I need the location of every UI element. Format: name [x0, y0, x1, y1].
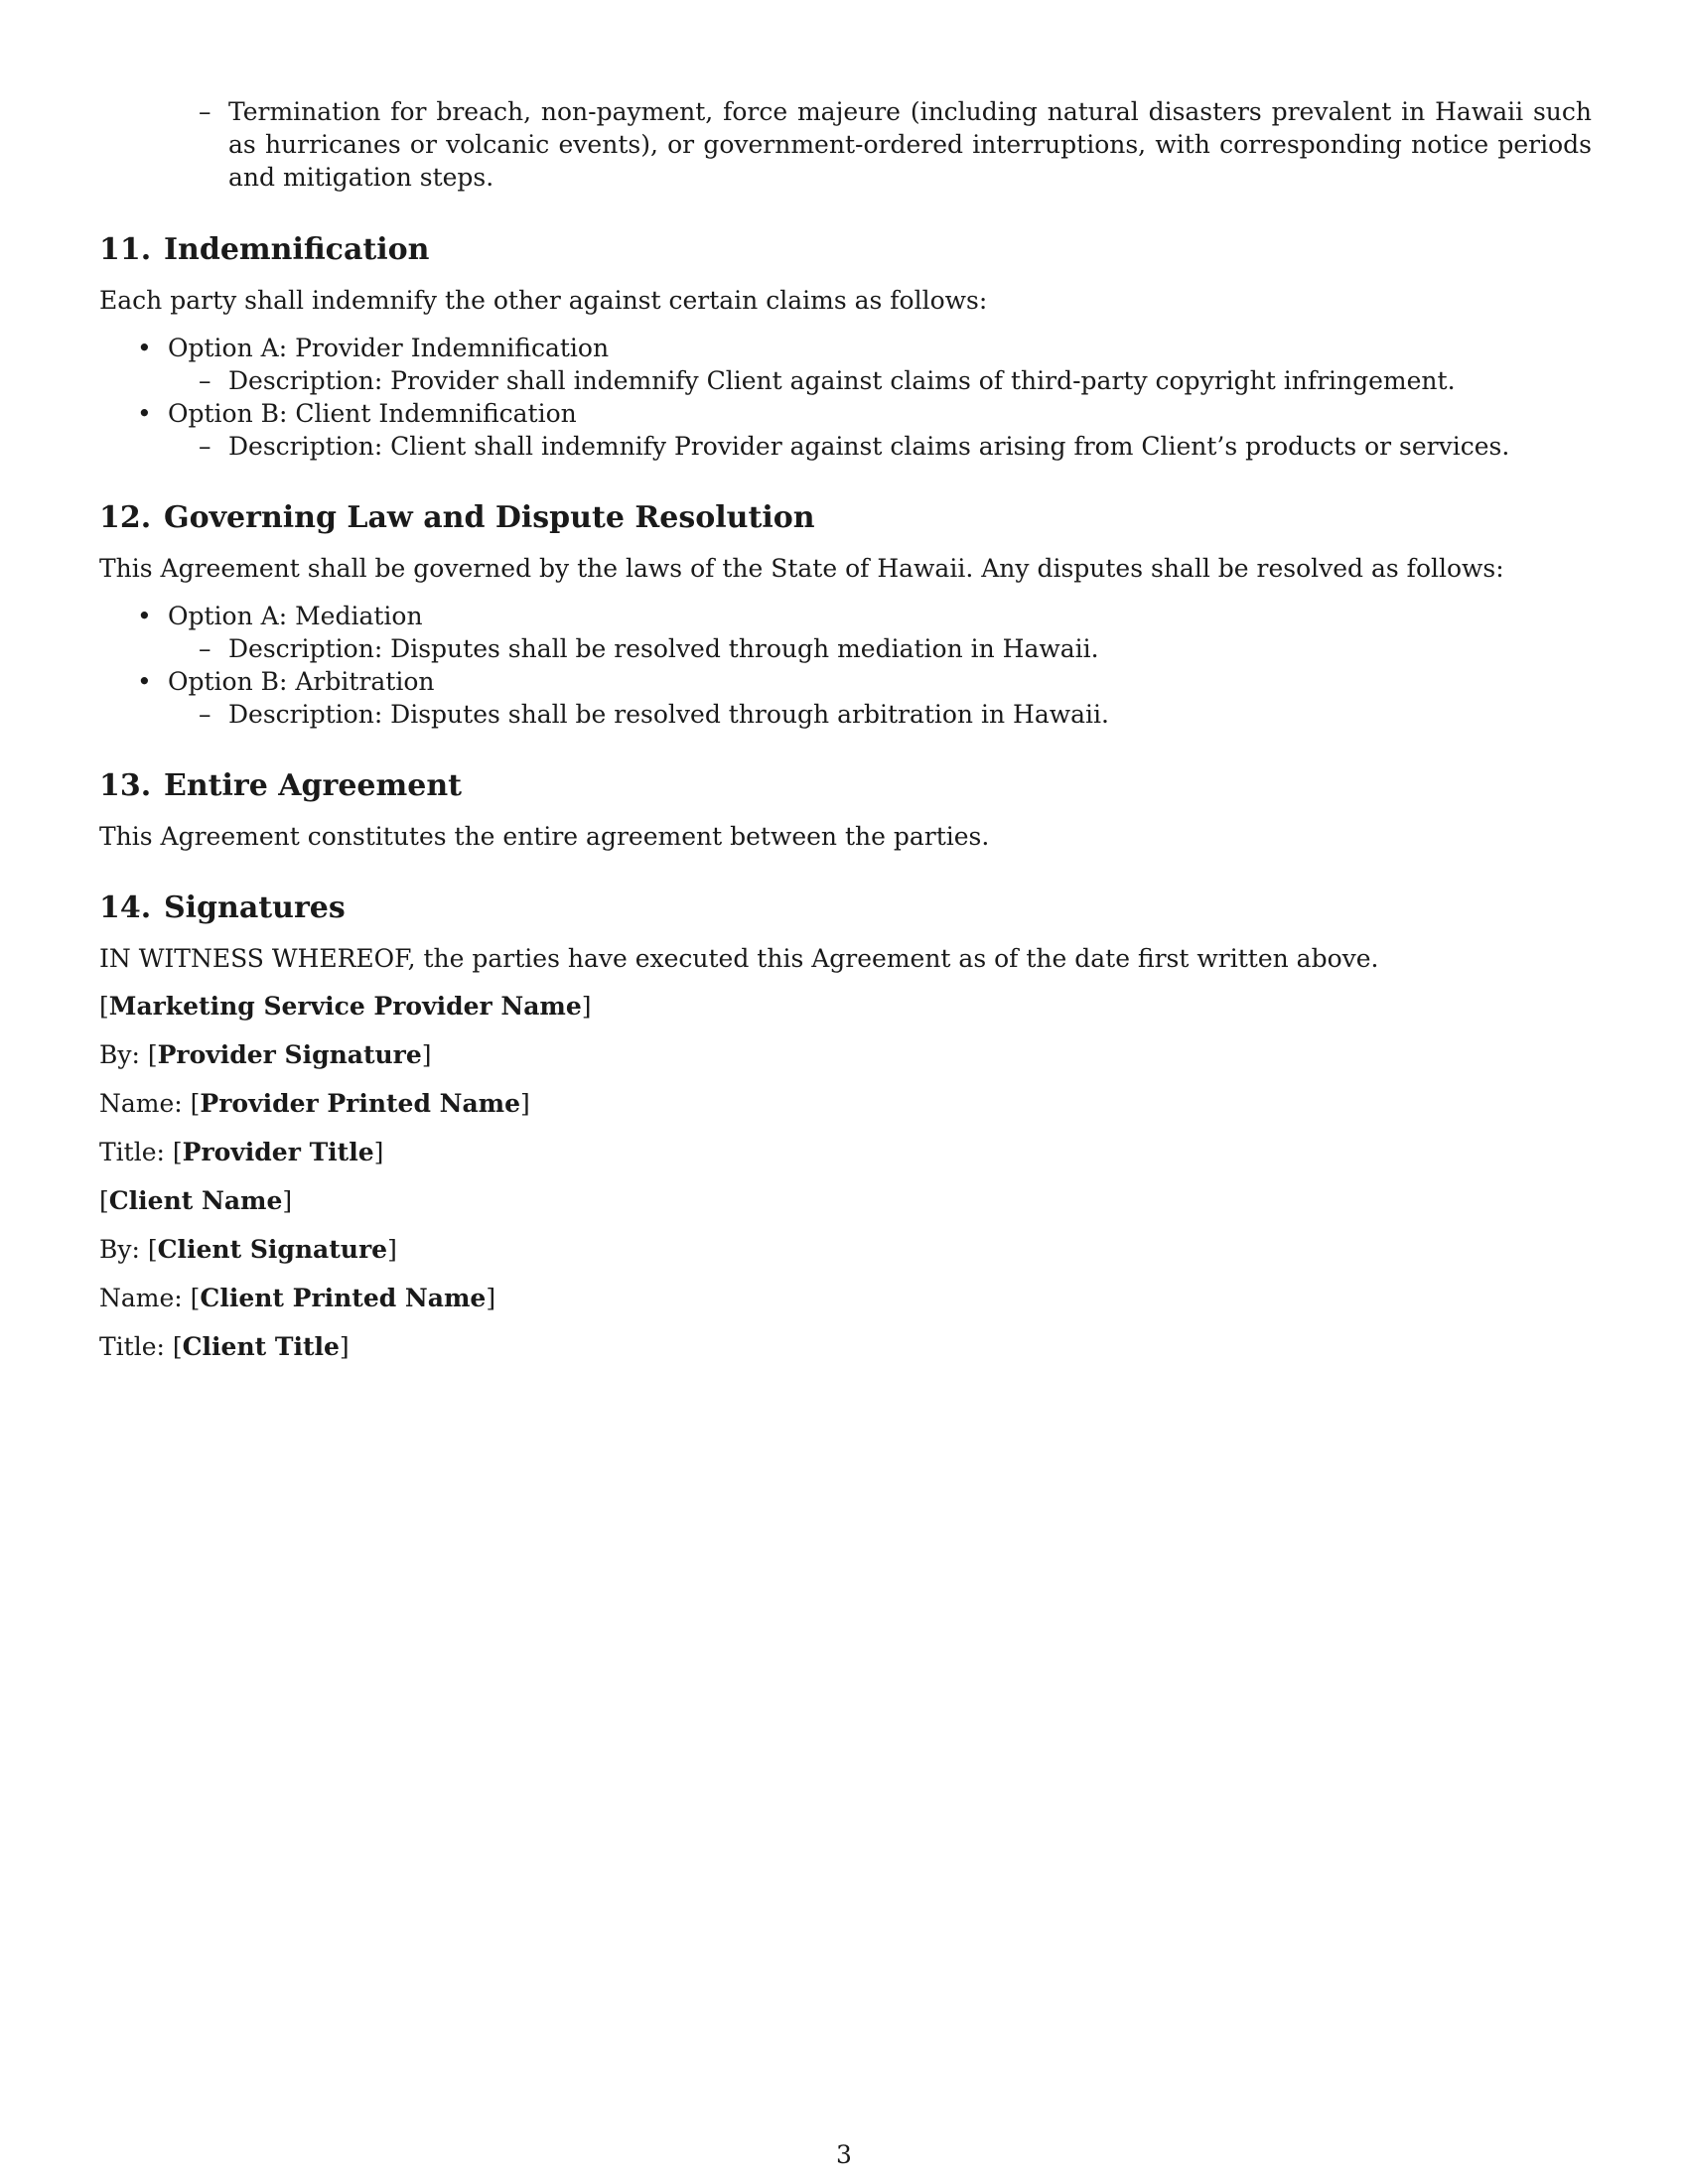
sub-list	[168, 698, 1599, 731]
termination-list-item	[99, 95, 1599, 194]
witness-statement: IN WITNESS WHEREOF, the parties have executed this Agreement as of the date first written above.	[99, 944, 1379, 973]
list-item	[99, 397, 1599, 463]
bullet-marker: •	[137, 667, 152, 696]
provider-company-name: [Marketing Service Provider Name]	[99, 992, 592, 1021]
bullet-marker: •	[137, 399, 152, 428]
option-label: Option B: Arbitration	[168, 667, 435, 696]
dash-marker: –	[199, 432, 211, 461]
section-number: 11.	[99, 232, 152, 267]
provider-signature-placeholder: Provider Signature	[157, 1040, 422, 1069]
provider-printed-name-placeholder: Provider Printed Name	[200, 1089, 521, 1118]
name-label: Name:	[99, 1089, 183, 1118]
provider-by-line: By: [Provider Signature]	[99, 1040, 432, 1069]
document-page	[99, 95, 1599, 1363]
client-by-line: By: [Client Signature]	[99, 1235, 397, 1264]
sub-list	[168, 632, 1599, 665]
sub-list	[168, 430, 1599, 463]
provider-company-placeholder: Marketing Service Provider Name	[108, 992, 582, 1021]
client-title-placeholder: Client Title	[182, 1332, 340, 1361]
sub-list-item	[168, 632, 1599, 665]
client-name-line: Name: [Client Printed Name]	[99, 1284, 496, 1312]
client-printed-name-placeholder: Client Printed Name	[200, 1284, 487, 1312]
section-title: Indemnification	[164, 232, 430, 267]
option-list	[99, 332, 1599, 463]
section-heading-signatures	[99, 889, 1599, 927]
by-label: By:	[99, 1235, 140, 1264]
sub-list-item	[168, 698, 1599, 731]
option-list	[99, 600, 1599, 731]
sub-list-item	[168, 430, 1599, 463]
option-description: Description: Disputes shall be resolved through arbitration in Hawaii.	[228, 700, 1109, 729]
option-description: Description: Client shall indemnify Provider against claims arising from Client’s products or services.	[228, 432, 1510, 461]
list-item	[99, 600, 1599, 665]
name-label: Name:	[99, 1284, 183, 1312]
section-heading-governing-law	[99, 499, 1599, 537]
dash-marker: –	[199, 700, 211, 729]
section-heading-entire-agreement	[99, 767, 1599, 805]
termination-text: Termination for breach, non-payment, force majeure (including natural disasters prevalent in Hawaii such as hurricanes or volcanic events), or government-ordered interruptions, with corresponding notice periods and mitigation steps.	[228, 97, 1592, 192]
option-label: Option B: Client Indemnification	[168, 399, 577, 428]
section-title: Entire Agreement	[164, 768, 462, 803]
option-label: Option A: Provider Indemnification	[168, 334, 610, 362]
option-description: Description: Provider shall indemnify Client against claims of third-party copyright infringement.	[228, 366, 1456, 395]
section-heading-indemnification	[99, 231, 1599, 269]
page-number: 3	[836, 2140, 852, 2169]
section-text: This Agreement constitutes the entire agreement between the parties.	[99, 822, 990, 851]
section-number: 14.	[99, 890, 152, 925]
client-company-name: [Client Name]	[99, 1186, 293, 1215]
dash-marker: –	[199, 634, 211, 663]
bullet-marker: •	[137, 334, 152, 362]
provider-title-placeholder: Provider Title	[182, 1138, 374, 1166]
bullet-marker: •	[137, 602, 152, 630]
section-intro: Each party shall indemnify the other against certain claims as follows:	[99, 286, 988, 315]
by-label: By:	[99, 1040, 140, 1069]
dash-marker: –	[199, 366, 211, 395]
provider-title-line: Title: [Provider Title]	[99, 1138, 384, 1166]
sub-list-item	[168, 364, 1599, 397]
section-title: Governing Law and Dispute Resolution	[164, 500, 815, 535]
option-label: Option A: Mediation	[168, 602, 423, 630]
title-label: Title:	[99, 1332, 165, 1361]
option-description: Description: Disputes shall be resolved through mediation in Hawaii.	[228, 634, 1099, 663]
section-number: 13.	[99, 768, 152, 803]
dash-marker: –	[199, 97, 211, 126]
section-intro: This Agreement shall be governed by the laws of the State of Hawaii. Any disputes shall be resolved as follows:	[99, 554, 1504, 583]
list-item	[99, 665, 1599, 731]
client-company-placeholder: Client Name	[108, 1186, 283, 1215]
provider-name-line: Name: [Provider Printed Name]	[99, 1089, 530, 1118]
sub-list	[168, 364, 1599, 397]
section-number: 12.	[99, 500, 152, 535]
client-title-line: Title: [Client Title]	[99, 1332, 350, 1361]
title-label: Title:	[99, 1138, 165, 1166]
client-signature-placeholder: Client Signature	[157, 1235, 388, 1264]
section-title: Signatures	[164, 890, 346, 925]
list-item	[99, 332, 1599, 397]
